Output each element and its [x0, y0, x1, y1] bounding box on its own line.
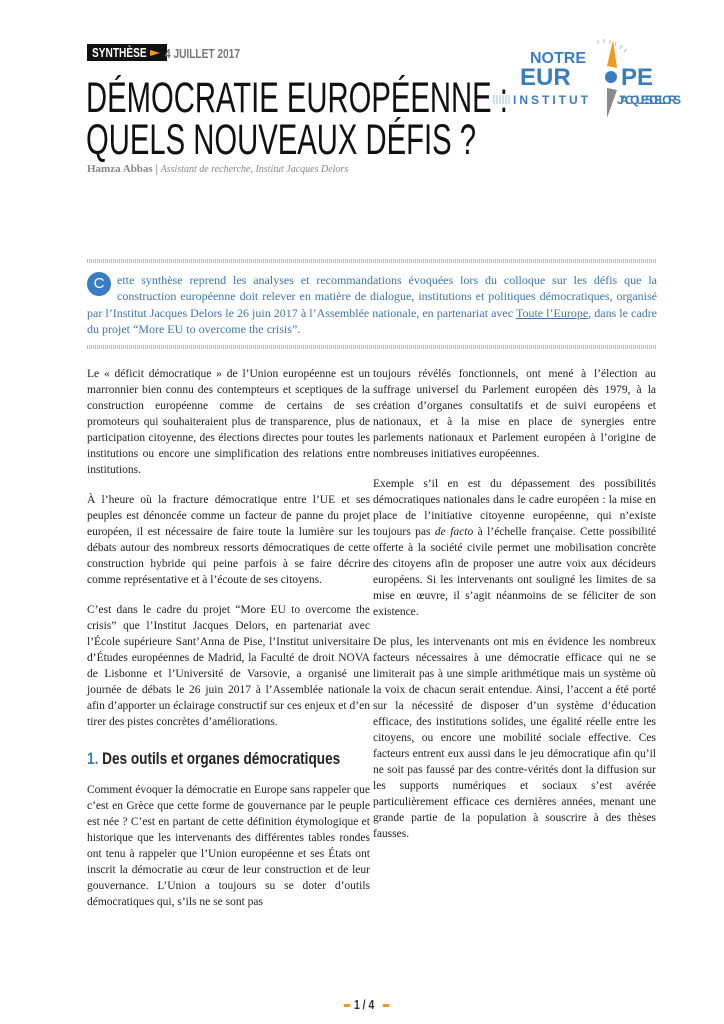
document-type-tag: SYNTHÈSE — [87, 44, 167, 61]
logo-line-3b: JACQUES DELORS — [617, 93, 681, 107]
logo-line-2b: PE — [621, 64, 654, 91]
left-column — [87, 366, 370, 924]
paragraph: C’est dans le cadre du projet “More EU to overcome the crisis” que l’Institut Jacques Delors, en partenariat avec l’École supérieure Sant’Anna de Pise, l’Institut universitaire d’Études européennes de Madrid, la Faculté de droit NOVA de Lisbonne et l’Université de Varsovie, a organisé une journée de débats le 26 juin 2017 à l’Assemblée nationale afin d’apporter un éclairage constructif sur ces enjeux et d’en tirer des pistes concrètes d’améliorations. — [87, 604, 370, 728]
intro-summary: C ette synthèse reprend les analyses et recommandations évoquées lors du colloque sur les défis que la construction européenne doit relever en matière de dialogue, institutions et politiques démocratiques, organisé par l’Institut Jacques Delors le 26 juin 2017 à l’Assemblée nationale, en partenariat avec Toute l’Europe, dans le cadre du projet “More EU to overcome the crisis”. — [87, 273, 658, 337]
toute-leurope-link[interactable]: Toute l’Europe — [515, 305, 589, 320]
author-separator: | — [155, 163, 158, 175]
author-name: Hamza Abbas — [87, 163, 153, 175]
arrow-icon — [150, 50, 160, 56]
paragraph: Le « déficit démocratique » de l’Union européenne est un marronnier bien connu des contempteurs et sceptiques de la construction européenne comme de certains de ses promoteurs qui souhaiteraient plus de transparence, plus de participation citoyenne, des élections directes pour toutes les institutions ou encore une simplification des relations entre institutions. — [87, 368, 370, 476]
paragraph: De plus, les intervenants ont mis en évidence les nombreux facteurs nécessaires à une démocratie efficace qui ne se limiterait pas à une simple arithmétique mais un système où la voix de chacun serait entendue. Ainsi, l’accent a été porté sur la nécessité de disposer d’un système d’éducation efficace, des institutions solides, une égalité réelle entre les citoyens, ou encore une mobilité sociale effective. Ces facteurs entrent eux aussi dans le jeu démocratique afin qu’il ne soit pas faussé par des contre-vérités dont la diffusion sur les supports numériques et sociaux s’est avérée particulièrement efficace ces dernières années, menant une grande partie de la population à souscrire à des thèses fausses. — [373, 636, 656, 840]
page-number: 1 / 4 — [340, 997, 393, 1012]
paragraph: toujours révélés fonctionnels, ont mené à l’élection au suffrage universel du Parlement européen dès 1979, à la création d’organes consultatifs et de suivi européens et nationaux, et à la mise en place de synergies entre parlements nationaux et Parlement européen à l’origine de nombreuses initiatives européennes. — [373, 368, 656, 460]
section-number: 1. — [87, 749, 99, 768]
dropcap-badge: C — [87, 272, 111, 296]
notre-europe-logo — [490, 38, 690, 118]
paragraph: Exemple s’il en est du dépassement des possibilités démocratiques nationales dans le cadre européen : la mise en place de l’initiative citoyenne européenne, qui n’existe toujours pas de facto à l’échelle française. Cette possibilité offerte à la société civile permet une mobilisation concrète des citoyens afin de proposer une autre voix aux décideurs européens. Si les intervenants ont souligné les limites de sa mise en œuvre, il s’agit néanmoins de se féliciter de son existence. — [373, 478, 656, 618]
paragraph: À l’heure où la fracture démocratique entre l’UE et ses peuples est dénoncée comme un facteur de panne du projet européen, il est nécessaire de faire toute la lumière sur les débats autour des nombreux ressorts démocratiques de cette construction hybride qui peine parfois à se faire décrire comme représentative et à l’écoute de ses citoyens. — [87, 494, 370, 586]
page-title-line-2: QUELS NOUVEAUX DÉFIS ? — [86, 116, 476, 164]
logo-line-3a: INSTITUT — [513, 93, 588, 107]
author-role: Assistant de recherche, Institut Jacques Delors — [160, 164, 349, 175]
section-title: Des outils et organes démocratiques — [102, 749, 341, 768]
right-column — [373, 366, 656, 856]
logo-line-2a: EUR — [520, 64, 571, 91]
logo-line-1: NOTRE — [530, 50, 586, 67]
divider-top — [87, 259, 657, 263]
paragraph: Comment évoquer la démocratie en Europe sans rappeler que c’est en Grèce que cette forme de gouvernance par le peuple est née ? C’est en partant de cette définition étymologique et historique que les intervenants des différentes tables rondes ont tenu à rappeler que l’Union européenne et ses États ont inscrit la démocratie au cœur de leur construction et de leur gouvernance. L’Union a toujours su se doter d’outils démocratiques qui, s’ils ne se sont pas — [87, 784, 370, 908]
page-title-line-1: DÉMOCRATIE EUROPÉENNE : — [86, 74, 508, 122]
section-heading — [87, 748, 370, 770]
author-line — [87, 163, 348, 176]
divider-bottom — [87, 345, 657, 349]
publication-date: 4 JUILLET 2017 — [165, 46, 240, 61]
